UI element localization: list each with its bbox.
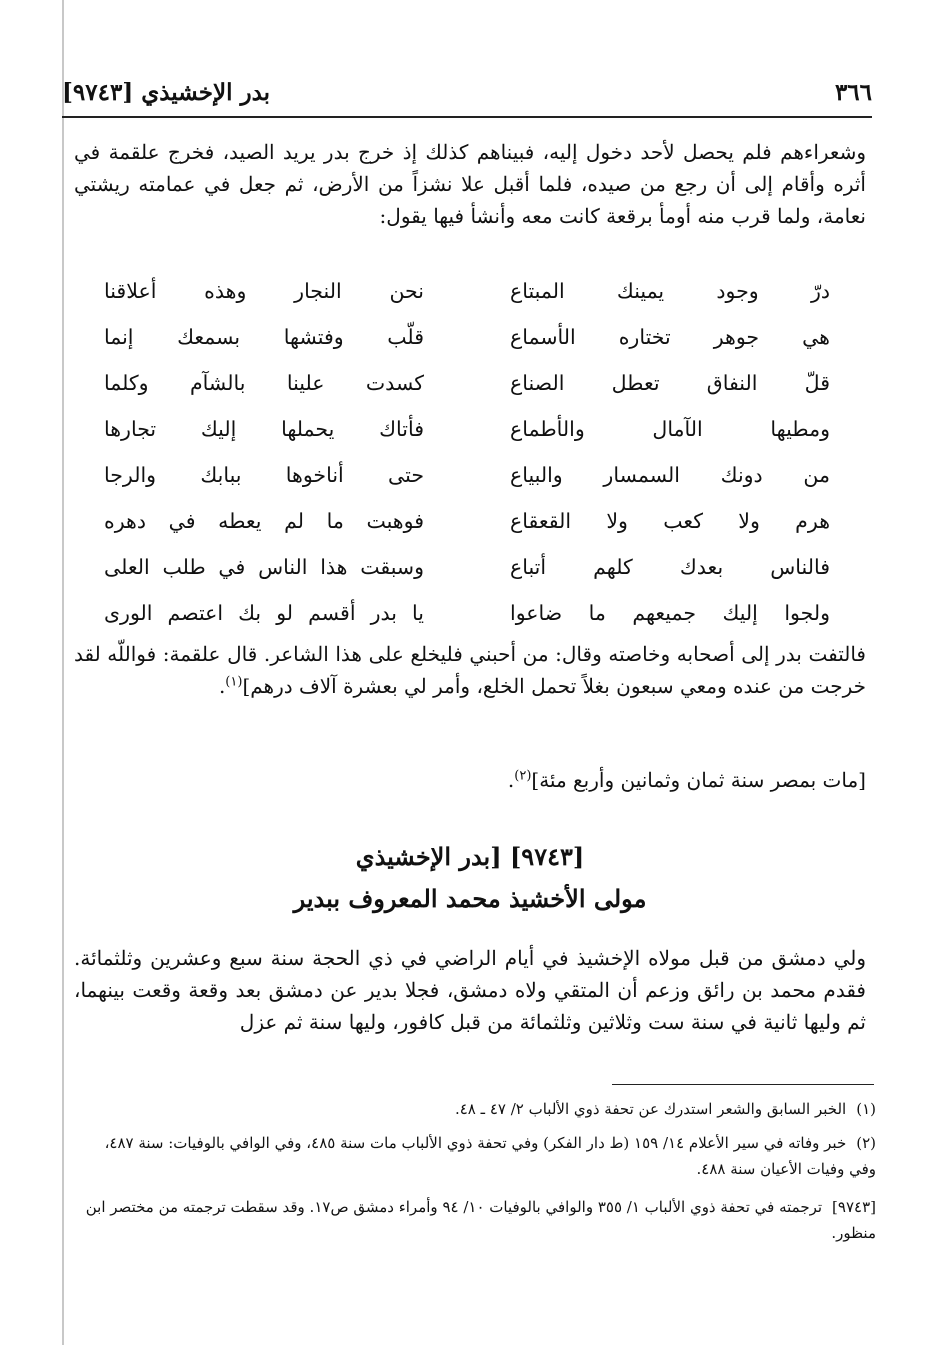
death-note-text: [مات بمصر سنة ثمان وثمانين وأربع مئة]	[531, 768, 866, 792]
verse-first-hemistich: نحن النجار وهذه أعلاقنا	[104, 279, 424, 303]
running-head	[62, 72, 872, 112]
footnote-3	[74, 1194, 876, 1246]
entry-subtitle: مولى الأخشيذ محمد المعروف ببدير	[293, 884, 647, 913]
verse-second-hemistich: ولجوا إليك جميعهم ما ضاعوا	[510, 601, 830, 625]
poem-verse	[104, 406, 830, 452]
footnote-text: الخبر السابق والشعر استدرك عن تحفة ذوي الألباب ٢/ ٤٧ ـ ٤٨.	[454, 1100, 847, 1118]
verse-second-hemistich: هي جوهر تختاره الأسماع	[510, 325, 830, 349]
footnote-rule	[612, 1084, 874, 1085]
entry-paragraph: ولي دمشق من قبل مولاه الإخشيذ في أيام الراضي في ذي الحجة سنة سبع وعشرين وثلثمائة. فقدم محمد بن رائق وزعم أن المتقي ولاه دمشق، فجلا بدير عن دمشق بعد وقعة وقعت بينهما، ثم وليها ثانية في سنة ست وثلاثين وثلثمائة من قبل كافور، وليها سنة ثم عزل	[74, 946, 866, 1034]
footnote-1	[74, 1096, 876, 1122]
after-poem-text: فالتفت بدر إلى أصحابه وخاصته وقال: من أحبني فليخلع على هذا الشاعر. قال علقمة: فواللّه لقد خرجت من عنده ومعي سبعون بغلاً تحمل الخلع، وأمر لي بعشرة آلاف درهم]	[74, 642, 866, 698]
verse-second-hemistich: قلّ النفاق تعطل الصناع	[510, 371, 830, 395]
poem-verse	[104, 498, 830, 544]
footnote-text: ترجمته في تحفة ذوي الألباب ١/ ٣٥٥ والوافي بالوفيات ١٠/ ٩٤ وأمراء دمشق ص١٧. وقد سقطت ترجمته من مختصر ابن منظور.	[85, 1198, 876, 1242]
header-rule	[62, 116, 872, 118]
footnote-ref-1[interactable]: (١)	[225, 674, 243, 690]
verse-second-hemistich: درّ وجود يمينك المبتاع	[510, 279, 830, 303]
verse-second-hemistich: هرم ولا كعب ولا القعقاع	[510, 509, 830, 533]
poem-verse	[104, 544, 830, 590]
death-note-end: .	[507, 768, 515, 792]
poem-verse	[104, 268, 830, 314]
verse-second-hemistich: من دونك السمسار والبياع	[510, 463, 830, 487]
verse-first-hemistich: يا بدر أقسم لو بك اعتصم الورى	[104, 601, 424, 625]
scan-margin-line	[62, 0, 64, 1345]
entry-title: [٩٧٤٣] [بدر الإخشيذي	[355, 842, 585, 871]
poem-verse	[104, 590, 830, 636]
intro-paragraph: وشعراءهم فلم يحصل لأحد دخول إليه، فبيناهم كذلك إذ خرج بدر يريد الصيد، فخرج علقمة في أثره وأقام إلى أن رجع من صيده، فلما أقبل علا نشزاً من الأرض، ثم جعل في عمامته ريشتي نعامة، ولما قرب منه أومأ برقعة كانت معه وأنشأ فيها يقول:	[74, 140, 866, 228]
verse-first-hemistich: فوهبت ما لم يعطه في دهره	[104, 509, 424, 533]
verse-first-hemistich: فأتاك يحملها إليك تجارها	[104, 417, 424, 441]
verse-second-hemistich: ومطيها الآمال والأطماع	[510, 417, 830, 441]
poem-verse	[104, 314, 830, 360]
after-poem-end: .	[218, 674, 226, 698]
footnote-text: خبر وفاته في سير الأعلام ١٤/ ١٥٩ (ط دار الفكر) وفي تحفة ذوي الألباب مات سنة ٤٨٥، وفي الوافي بالوفيات: سنة ٤٨٧، وفي وفيات الأعيان سنة ٤٨٨.	[104, 1134, 876, 1178]
poem-verse	[104, 360, 830, 406]
page-number: ٣٦٦	[834, 78, 872, 106]
poem-verse	[104, 452, 830, 498]
verse-first-hemistich: وسبقت هذا الناس في طلب العلى	[104, 555, 424, 579]
verse-first-hemistich: حتى أناخوها ببابك والرجا	[104, 463, 424, 487]
verse-first-hemistich: كسدت علينا بالشآم وكلما	[104, 371, 424, 395]
footnote-number: (٢)	[856, 1134, 876, 1152]
footnote-number: [٩٧٤٣]	[832, 1198, 876, 1216]
death-note	[508, 768, 866, 792]
verse-second-hemistich: فالناس بعدك كلهم أتباع	[510, 555, 830, 579]
verse-first-hemistich: قلّب وفتشها بسمعك إنما	[104, 325, 424, 349]
footnote-number: (١)	[856, 1100, 876, 1118]
poem	[104, 268, 830, 636]
footnote-2	[74, 1130, 876, 1182]
footnote-ref-2[interactable]: (٢)	[514, 768, 532, 784]
after-poem-paragraph	[74, 638, 866, 702]
running-title: [٩٧٤٣] بدر الإخشيذي	[62, 78, 271, 106]
